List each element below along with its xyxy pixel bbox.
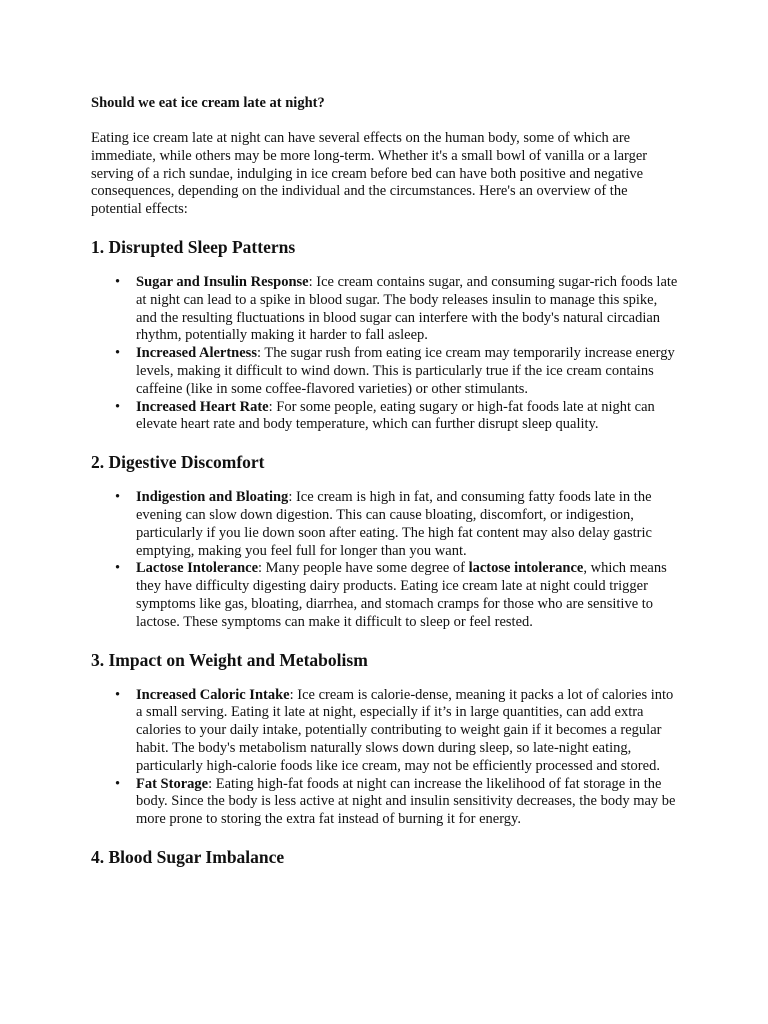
list-item-term: Indigestion and Bloating [136,489,289,506]
list-item-term: Increased Heart Rate [136,398,269,415]
list-item [115,560,681,631]
section-heading-weight: 3. Impact on Weight and Metabolism [91,649,368,670]
list-item-text: , which means they have difficulty digesting dairy products. Eating ice cream late at night could trigger symptoms like gas, bloating, diarrhea, and stomach cramps for those who are sensitive to lactose. These symptoms can make it difficult to sleep or feel rested. [136,560,667,630]
document-title: Should we eat ice cream late at night? [91,95,325,111]
list-item [115,273,681,345]
list-item-text: : Ice cream is high in fat, and consuming fatty foods late in the evening can slow down digestion. This can cause bloating, discomfort, or indigestion, particularly if you lie down soon after eating. The high fat content may also delay gastric emptying, making you feel full for longer than you want. [136,489,652,559]
list-item-text: : Eating high-fat foods at night can increase the likelihood of fat storage in the body. Since the body is less active at night and insulin sensitivity decreases, the body may be more prone to storing the extra fat instead of burning it for energy. [136,775,676,828]
list-item-text: : Ice cream contains sugar, and consuming sugar-rich foods late at night can lead to a spike in blood sugar. The body releases insulin to manage this spike, and the resulting fluctuations in blood sugar can interfere with the body's natural circadian rhythm, potentially making it harder to fall asleep. [136,273,678,344]
bullet-icon: • [115,489,121,506]
bullet-icon: • [115,273,121,290]
list-item-text: : For some people, eating sugary or high-fat foods late at night can elevate heart rate and body temperature, which can further disrupt sleep quality. [136,398,655,433]
bullet-icon: • [115,345,121,362]
document-page [91,95,681,884]
section-heading-digestive: 2. Digestive Discomfort [91,452,265,473]
bullet-icon: • [115,775,121,792]
list-item-text: : Ice cream is calorie-dense, meaning it packs a lot of calories into a small serving. Eating it late at night, especially if it’s in large quantities, can add extra calories to your daily intake, potentially contributing to weight gain if it becomes a regular habit. The body's metabolism naturally slows down during sleep, so late-night eating, particularly high-calorie foods like ice cream, may not be efficiently processed and stored. [136,686,674,774]
bullet-icon: • [115,398,121,415]
section-heading-sleep: 1. Disrupted Sleep Patterns [91,236,296,257]
inline-bold-term: lactose intolerance [468,560,584,577]
bullet-icon: • [115,686,121,703]
section-list-digestive [91,489,681,631]
list-item [115,345,681,398]
section-list-sleep [91,274,681,434]
section-list-weight [91,687,681,829]
list-item-term: Increased Alertness [136,345,257,362]
list-item [115,775,681,829]
list-item-text-before: : Many people have some degree of [258,560,469,577]
section-heading-blood-sugar: 4. Blood Sugar Imbalance [91,846,285,867]
list-item [115,686,681,776]
list-item-text: : The sugar rush from eating ice cream may temporarily increase energy levels, making it difficult to wind down. This is particularly true if the ice cream contains caffeine (like in some coffee-flavored varieties) or other stimulants. [136,345,675,397]
list-item-term: Increased Caloric Intake [136,686,290,703]
list-item [115,489,681,560]
list-item [115,398,681,435]
list-item-term: Sugar and Insulin Response [136,273,309,290]
intro-paragraph: Eating ice cream late at night can have several effects on the human body, some of which are immediate, while others may be more long-term. Whether it's a small bowl of vanilla or a larger serving of a rich sundae, indulging in ice cream before bed can have both positive and negative consequences, depending on the individual and the circumstances. Here's an overview of the potential effects: [91,130,648,218]
list-item-term: Fat Storage [136,775,209,792]
list-item-term: Lactose Intolerance [136,560,259,577]
bullet-icon: • [115,560,121,577]
